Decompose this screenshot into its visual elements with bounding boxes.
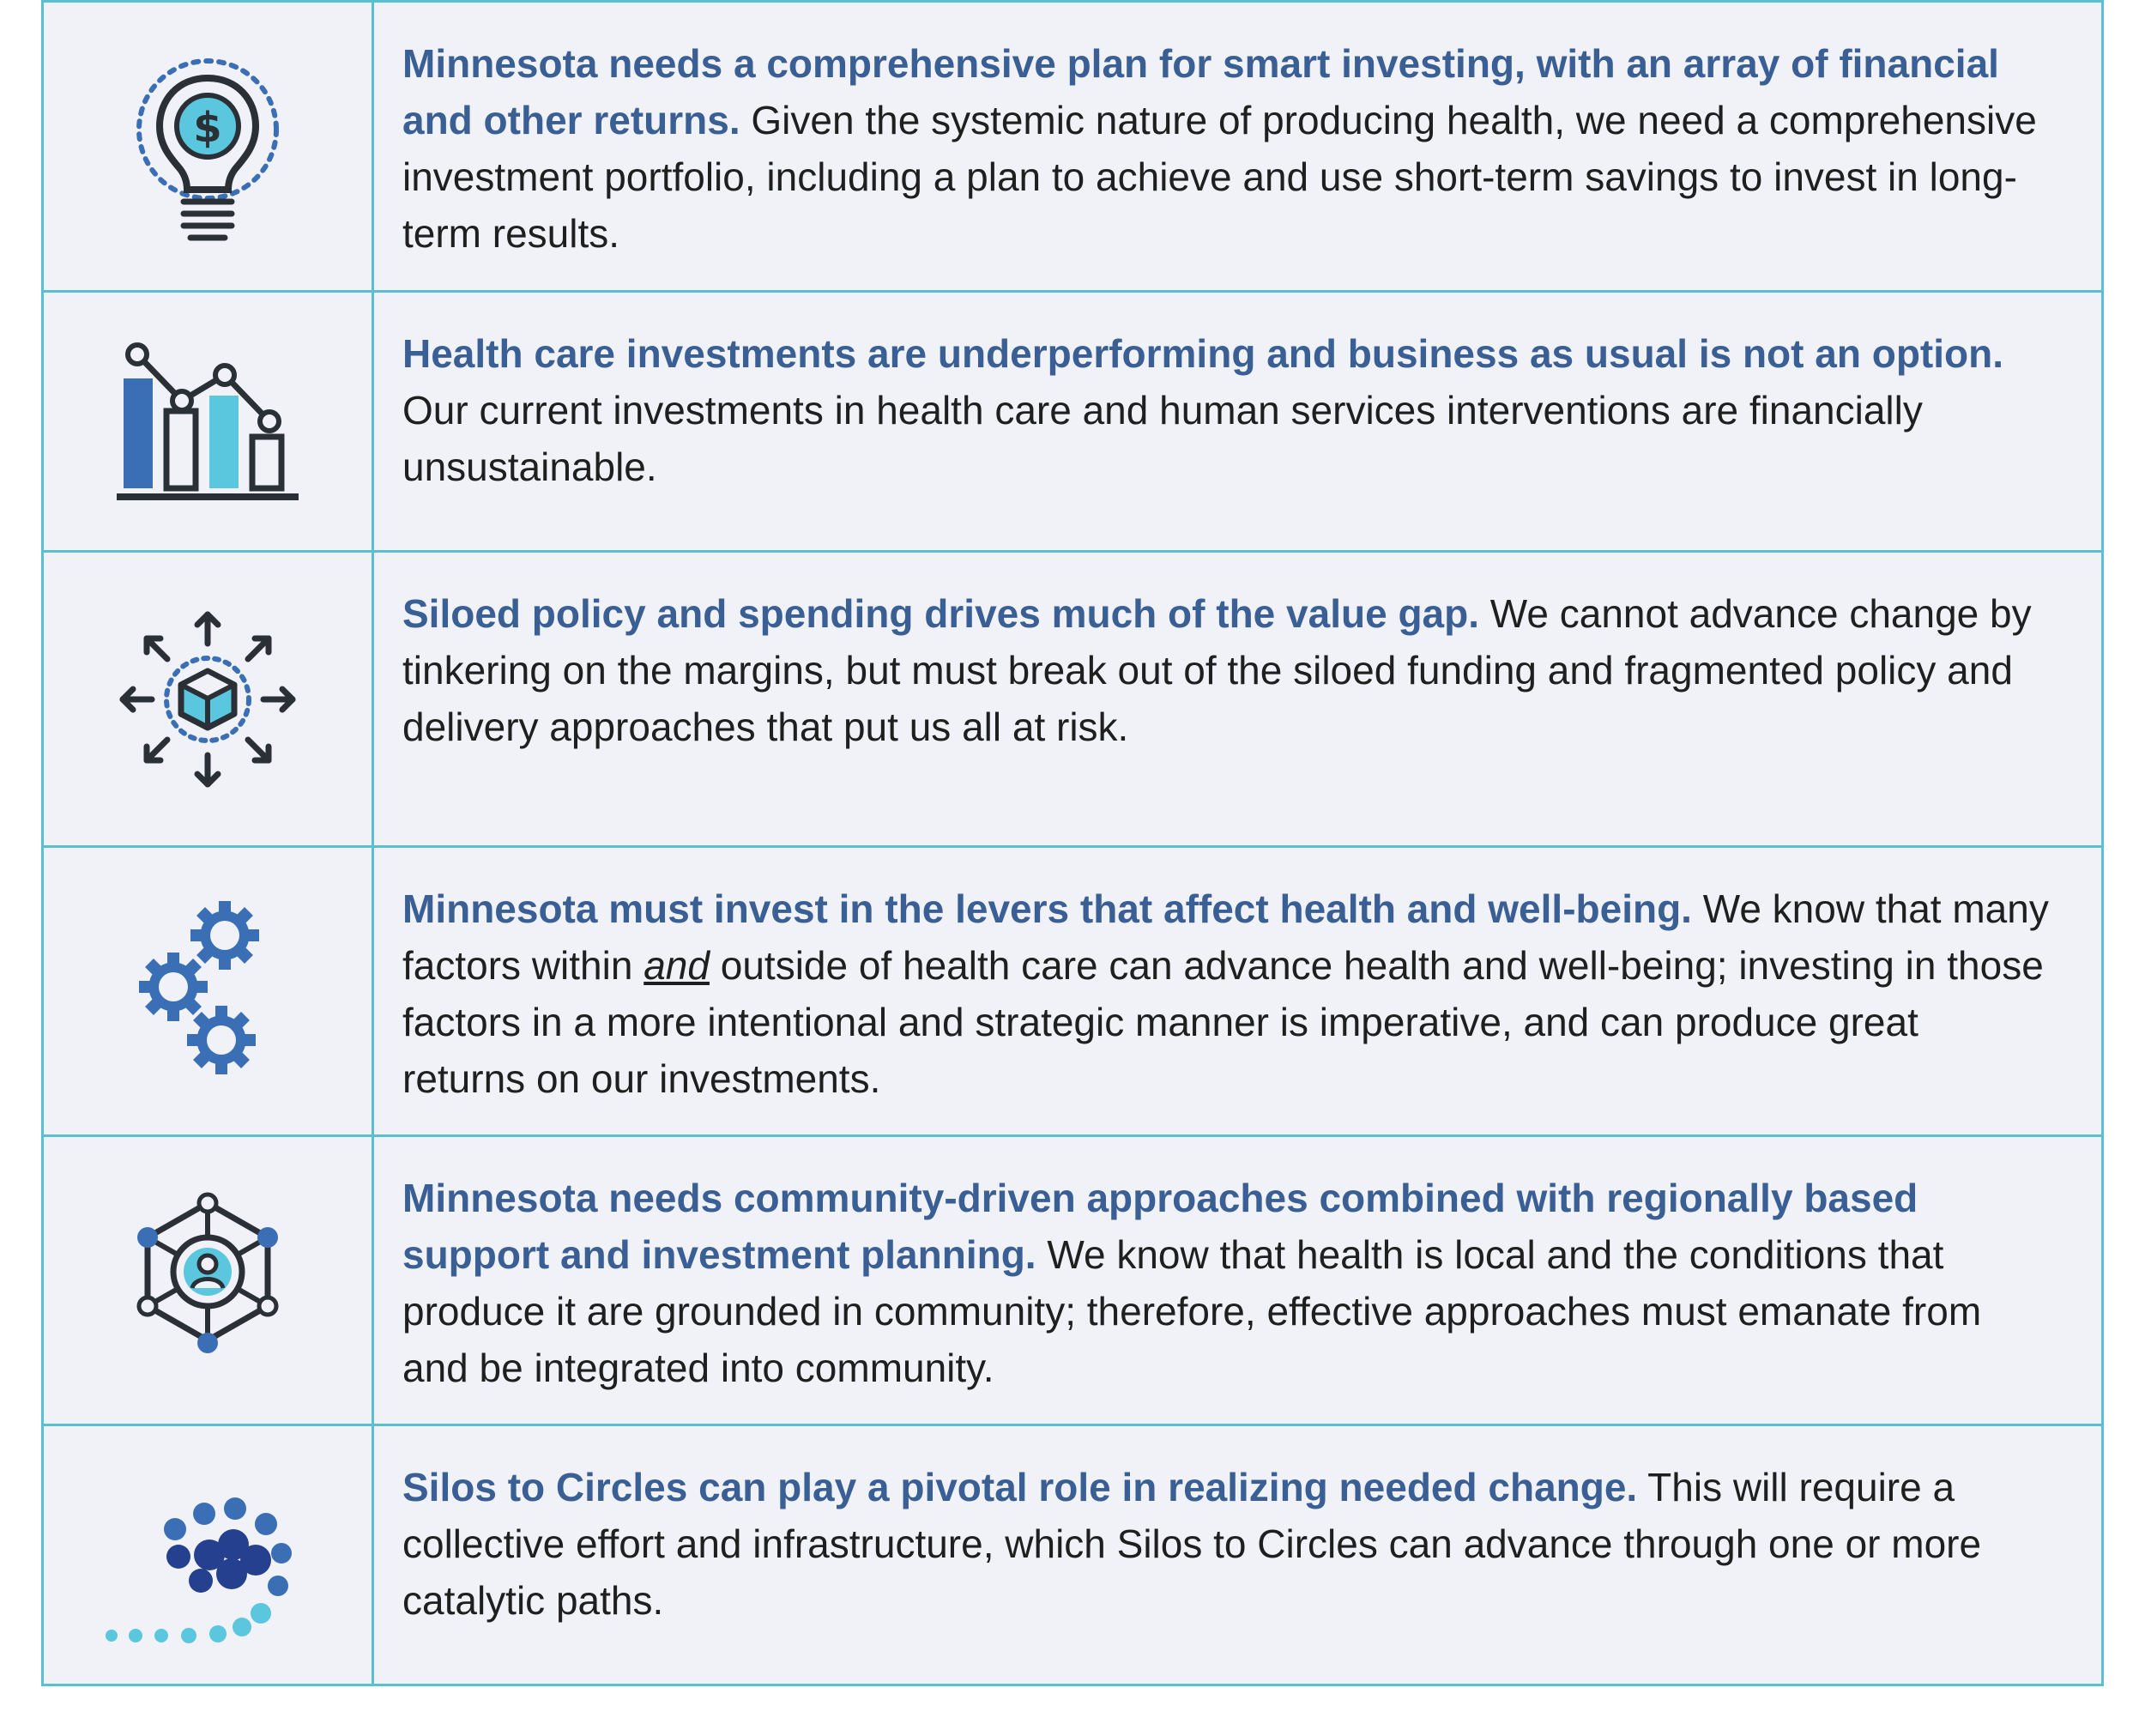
row-text <box>374 293 2101 550</box>
table-row <box>44 290 2101 550</box>
row-body: This will require a collective effort and infrastructure, which Silos to Circles can advance through one or more catalytic paths. <box>402 1465 1982 1623</box>
row-heading: Minnesota must invest in the levers that affect health and well-being. <box>402 886 1692 931</box>
lightbulb-dollar-icon <box>130 52 285 241</box>
row-text <box>374 848 2101 1134</box>
declining-bar-chart-icon <box>113 336 302 507</box>
row-body-pre: We know that many factors within <box>402 886 2049 988</box>
row-body: We know that health is local and the conditions that produce it are grounded in community; therefore, effective approaches must emanate from and be integrated into community. <box>402 1232 1982 1390</box>
icon-cell <box>44 3 374 290</box>
community-network-icon <box>126 1190 289 1370</box>
table-row <box>44 1424 2101 1684</box>
icon-cell <box>44 293 374 550</box>
silos-to-circles-logo-icon <box>88 1461 328 1649</box>
row-heading: Siloed policy and spending drives much of the value gap. <box>402 591 1480 636</box>
cube-arrows-icon <box>118 609 298 789</box>
row-heading: Minnesota needs community-driven approaches combined with regionally based support and investment planning. <box>402 1176 1918 1277</box>
row-text <box>374 1137 2101 1424</box>
table-row <box>44 845 2101 1134</box>
row-heading: Minnesota needs a comprehensive plan for smart investing, with an array of financial and other returns. <box>402 41 1999 142</box>
row-body: Given the systemic nature of producing health, we need a comprehensive investment portfolio, including a plan to achieve and use short-term savings to invest in long-term results. <box>402 98 2037 256</box>
row-text <box>374 1426 2101 1684</box>
row-body: We cannot advance change by tinkering on the margins, but must break out of the siloed funding and fragmented policy and delivery approaches that put us all at risk. <box>402 591 2032 749</box>
row-body-emphasis: and <box>644 943 710 988</box>
icon-cell <box>44 848 374 1134</box>
row-body-post: outside of health care can advance health and well-being; investing in those factors in a more intentional and strategic manner is imperative, and can produce great returns on our investments. <box>402 943 2044 1101</box>
key-messages-table <box>41 0 2104 1686</box>
row-heading: Silos to Circles can play a pivotal role in realizing needed change. <box>402 1465 1638 1509</box>
row-text <box>374 3 2101 290</box>
row-text <box>374 553 2101 845</box>
row-body: Our current investments in health care and human services interventions are financially unsustainable. <box>402 388 1923 489</box>
icon-cell <box>44 1137 374 1424</box>
row-heading: Health care investments are underperforming and business as usual is not an option. <box>402 331 2003 376</box>
icon-cell <box>44 1426 374 1684</box>
gears-icon <box>130 901 285 1081</box>
table-row <box>44 0 2101 290</box>
table-row <box>44 550 2101 845</box>
table-row <box>44 1134 2101 1424</box>
icon-cell <box>44 553 374 845</box>
svg-text:$: $ <box>193 103 222 152</box>
